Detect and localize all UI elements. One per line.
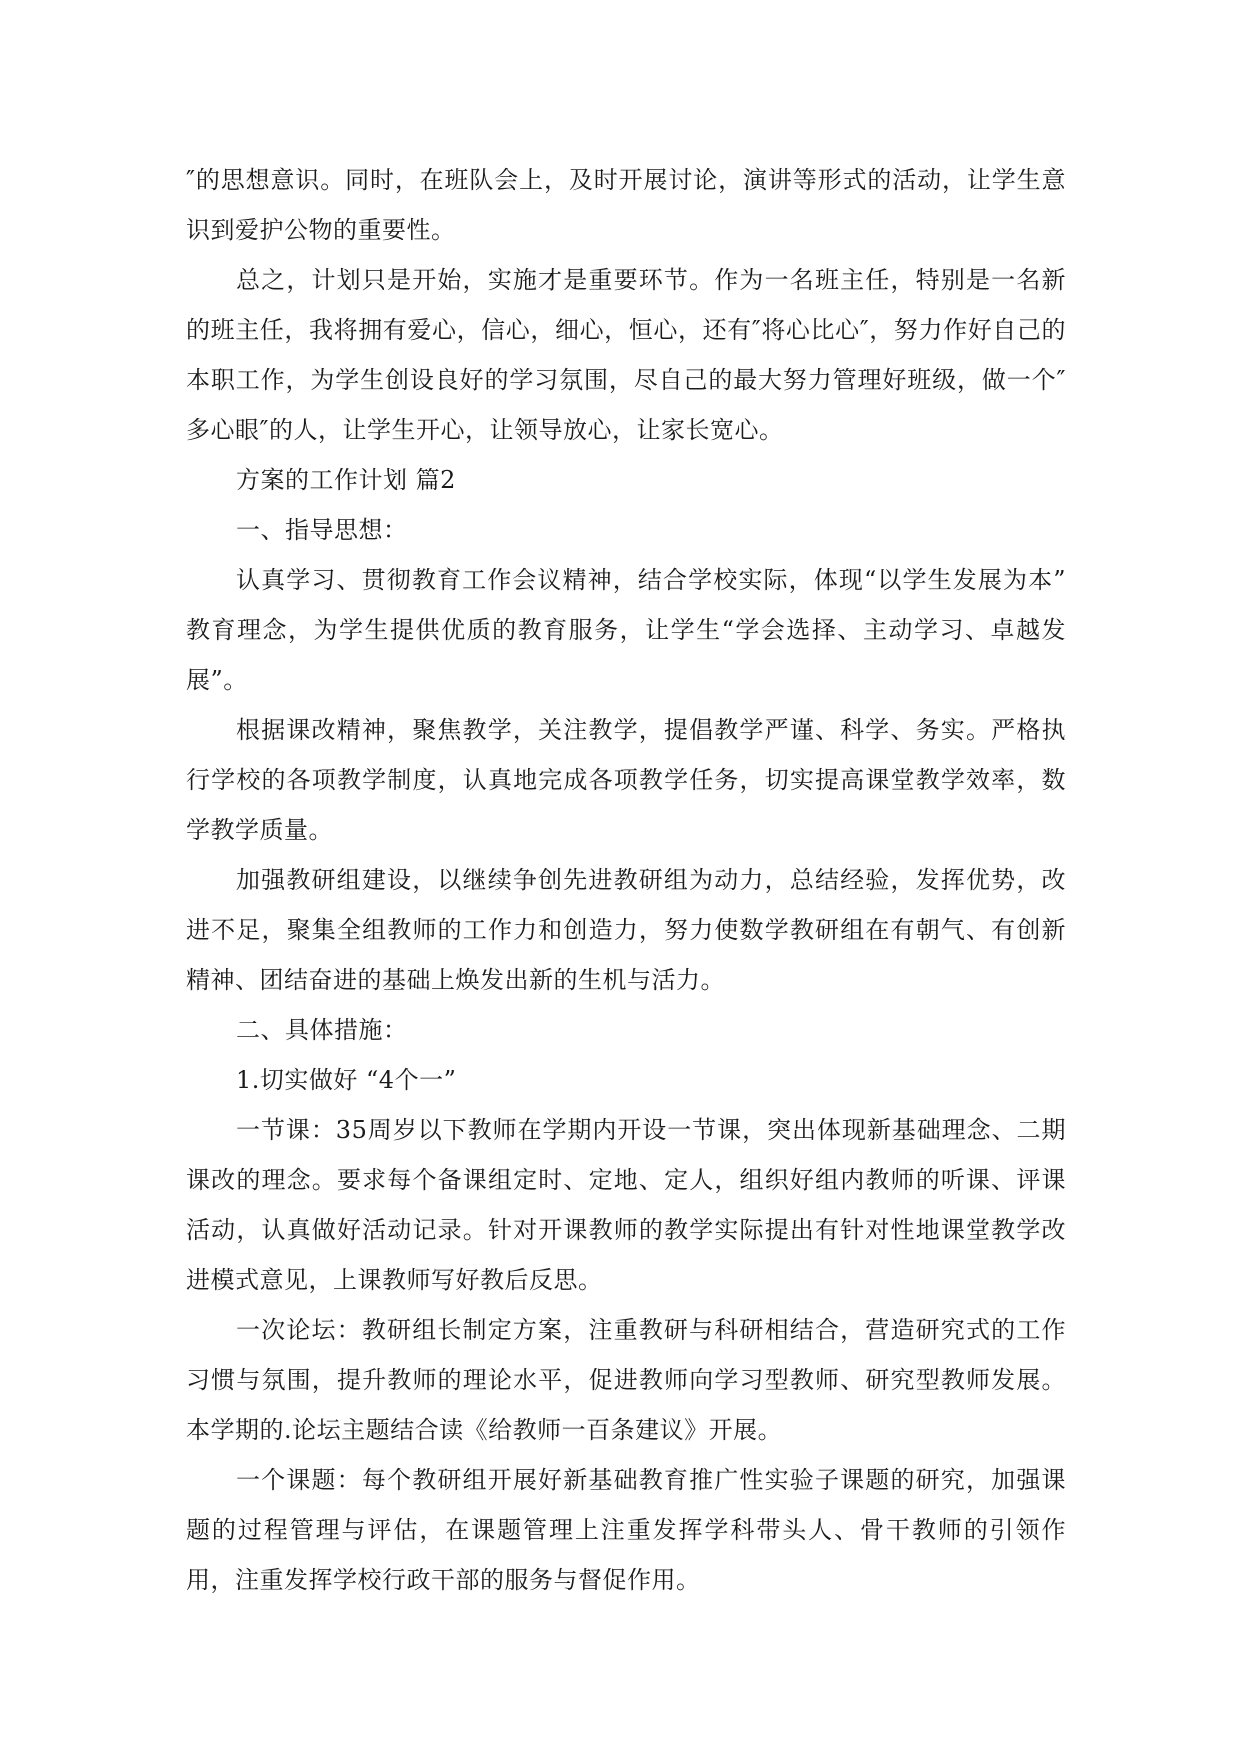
- paragraph-guiding-ideology: 认真学习、贯彻教育工作会议精神，结合学校实际，体现“以学生发展为本” 教育理念，为学生提供优质的教育服务，让学生“学会选择、主动学习、卓越发展”。: [186, 566, 1066, 694]
- paragraph-curriculum-reform: 根据课改精神，聚焦教学，关注教学，提倡教学严谨、科学、务实。严格执行学校的各项教学制度，认真地完成各项教学任务，切实提高课堂教学效率，数学教学质量。: [186, 716, 1066, 844]
- paragraph-one-forum: 一次论坛：教研组长制定方案，注重教研与科研相结合，营造研究式的工作习惯与氛围，提升教师的理论水平，促进教师向学习型教师、研究型教师发展。本学期的.论坛主题结合读《给教师一百条建议》开展。: [186, 1316, 1066, 1444]
- paragraph-one-project: 一个课题：每个教研组开展好新基础教育推广性实验子课题的研究，加强课题的过程管理与评估，在课题管理上注重发挥学科带头人、骨干教师的引领作用，注重发挥学校行政干部的服务与督促作用。: [186, 1466, 1066, 1594]
- document-body: [186, 155, 1066, 1605]
- heading-guiding-ideology: 一、指导思想：: [236, 516, 408, 544]
- paragraph-team-building: 加强教研组建设，以继续争创先进教研组为动力，总结经验，发挥优势，改进不足，聚集全组教师的工作力和创造力，努力使数学教研组在有朝气、有创新精神、团结奋进的基础上焕发出新的生机与活力。: [186, 866, 1066, 994]
- subheading-four-ones: 1.切实做好 “4个一”: [236, 1066, 457, 1094]
- paragraph-one-lesson: 一节课：35周岁以下教师在学期内开设一节课，突出体现新基础理念、二期课改的理念。要求每个备课组定时、定地、定人，组织好组内教师的听课、评课活动，认真做好活动记录。针对开课教师的教学实际提出有针对性地课堂教学改进模式意见，上课教师写好教后反思。: [186, 1116, 1066, 1294]
- heading-measures: 二、具体措施：: [236, 1016, 408, 1044]
- paragraph-summary: 总之，计划只是开始，实施才是重要环节。作为一名班主任，特别是一名新的班主任，我将拥有爱心，信心，细心，恒心，还有″将心比心″，努力作好自己的本职工作，为学生创设良好的学习氛围，尽自己的最大努力管理好班级，做一个″多心眼″的人，让学生开心，让领导放心，让家长宽心。: [186, 266, 1066, 444]
- section-title: 方案的工作计划 篇2: [236, 466, 456, 494]
- paragraph-continuation: ″的思想意识。同时，在班队会上，及时开展讨论，演讲等形式的活动，让学生意识到爱护公物的重要性。: [186, 166, 1066, 244]
